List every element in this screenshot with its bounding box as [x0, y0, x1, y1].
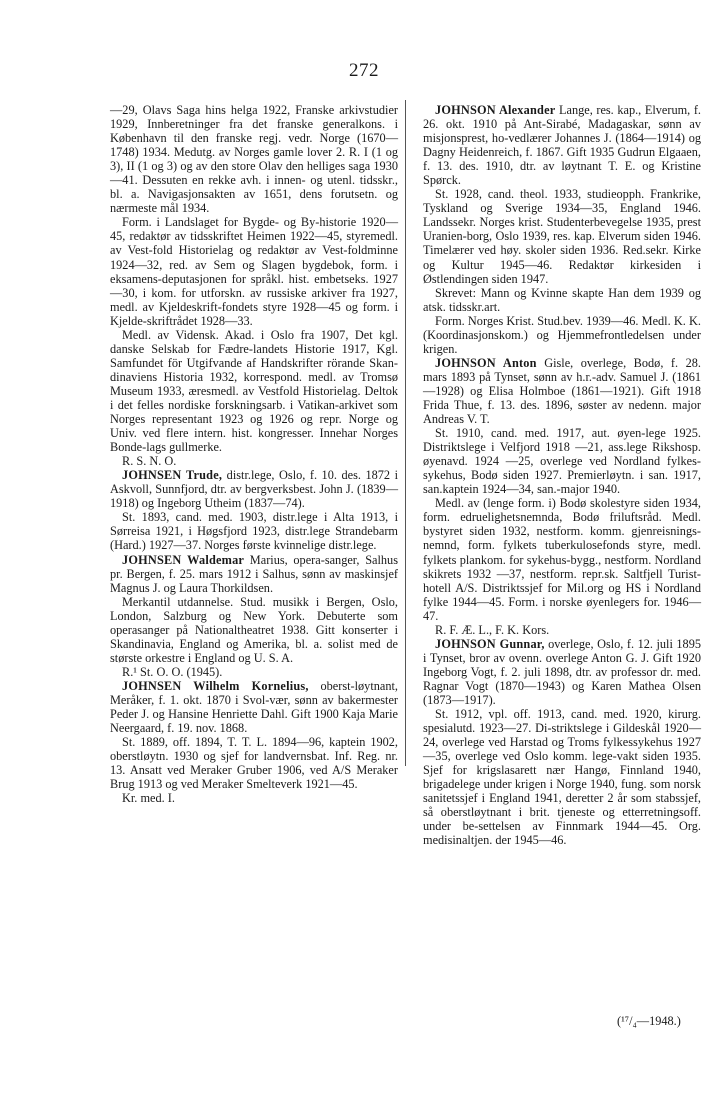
paragraph: [110, 454, 398, 468]
paragraph: [110, 468, 398, 510]
paragraph-text: Medl. av Vidensk. Akad. i Oslo fra 1907, Det kgl. danske Selskab for Fædre-landets Historie 1917, Kgl. Samfundet för Utgifvande af Handskrifter rörande Skan-dinaviens Historia 1932, korrespond. medl. av Tromsø Museum 1933, æresmedl. av Vestfold Historielag. Deltok i det felles nordiske forskningsarb. i Vatikan-arkivet som Norges representant 1923 og 1926 og repr. Norge og Univ. ved flere intern. hist. kongresser. Innehar Norges Bonde-lags gullmerke.: [110, 327, 398, 455]
paragraph: [423, 426, 701, 496]
paragraph: [423, 496, 701, 622]
paragraph-text: St. 1912, vpl. off. 1913, cand. med. 1920, kirurg. spesialutd. 1923—27. Di-striktslege i Gildeskål 1920—24, overlege ved Harstad og Troms fylkessykehus 1927—35, overlege ved Oslo komm. lege-vakt siden 1935. Sjef for krigslasarett nær Hangø, Finnland 1940, brigadelege under krigen i Norge 1940, fung. som norsk sanitetssjef i England 1941, deretter 2 år som stabssjef, så oberstløytnant i brit. tjeneste og etterretningsoff. under be-settelsen av Finnmark 1944—45. Org. medisinaltjen. der 1945—46.: [423, 707, 701, 848]
footer-date: (¹⁷/₄—1948.): [617, 1014, 681, 1028]
paragraph: [423, 314, 701, 356]
paragraph: [110, 665, 398, 679]
paragraph: [110, 735, 398, 791]
paragraph: [423, 103, 701, 187]
paragraph-text: Kr. med. I.: [122, 791, 175, 806]
paragraph-text: Merkantil utdannelse. Stud. musikk i Bergen, Oslo, London, Salzburg og New York. Debuterte som operasanger på Nationaltheatret 1938. Gitt konserter i Skandinavia, England og Amerika, bl. a. solist med de største orkestre i England og U. S. A.: [110, 594, 398, 665]
paragraph-text: —29, Olavs Saga hins helga 1922, Franske arkivstudier 1929, Innberetninger fra det franske generalkons. i København til den franske regj. vedr. Norge (1670—1748) 1934. Medutg. av Norges gamle lover 2. R. I (1 og 3), II (1 og 3) og av den store Olav den helliges saga 1930—41. Dessuten en rekke avh. i innen- og utenl. tidsskr., bl. a. Navigasjonsakten av 1651, dens forutsetn. og nærmeste mål 1934.: [110, 103, 398, 216]
paragraph-text: distr.lege, Oslo, f. 10. des. 1872 i Askvoll, Sunnfjord, dtr. av bergverksbest. John J. (1839—1918) og Ingeborg Utheim (1837—74).: [110, 468, 398, 511]
paragraph-text: Medl. av (lenge form. i) Bodø skolestyre siden 1934, form. edruelighetsnemnda, Bodø friluftsråd. Medl. bystyret siden 1932, nestform. komm. gjenreisnings-nemnd, form. fylkets tuberkulosefonds styre, medl. fylkets plankom. for sykehus-bygg., nestform. Nordland skikrets 1932 —37, nestform. repr.sk. Saltfjell Turist-hotell A/S. Distriktssjef for Mil.org og HS i Nordland fylke 1944—45. Form. i norske øyenlegers for. 1946—47.: [423, 496, 701, 623]
paragraph-text: R. S. N. O.: [122, 454, 177, 469]
paragraph-text: Lange, res. kap., Elverum, f. 26. okt. 1910 på Ant-Sirabé, Madagaskar, sønn av misjonsprest, ho-vedlærer Johannes J. (1864—1914) og Dagny Heidenreich, f. 1867. Gift 1935 Gudrun Elgaaen, f. 13. des. 1910, dtr. av løytnant T. E. og Kristine Spørck.: [423, 103, 701, 188]
paragraph-text: overlege, Oslo, f. 12. juli 1895 i Tynset, bror av ovenn. overlege Anton G. J. Gift 1920 Ingeborg Vogt, f. 2. juli 1898, dtr. av professor dr. med. Ragnar Vogt (1870—1943) og Karen Mathea Olsen (1873—1917).: [423, 636, 702, 707]
entry-name: JOHNSEN Trude,: [122, 468, 223, 483]
entry-name: JOHNSON Anton: [435, 355, 537, 370]
paragraph: [423, 286, 701, 314]
paragraph-text: St. 1910, cand. med. 1917, aut. øyen-lege 1925. Distriktslege i Velfjord 1918 —21, ass.lege Rikshosp. øyenavd. 1924 —25, overlege ved Nordland fylkes-sykehus, Bodø siden 1927. Premierløytn. i san. 1917, san.kaptein 1924—34, san.-major 1940.: [423, 426, 701, 497]
paragraph-text: oberst-løytnant, Meråker, f. 1. okt. 1870 i Svol-vær, sønn av bakermester Peder J. og Hansine Henriette Dahl. Gift 1900 Kaja Marie Neergaard, f. 19. nov. 1868.: [110, 678, 398, 736]
paragraph: [423, 637, 701, 707]
paragraph-text: Gisle, overlege, Bodø, f. 28. mars 1893 på Tynset, sønn av h.r.-adv. Samuel J. (1861—1928) og Elisa Holmboe (1861—1921). Gift 1918 Frida Thue, f. 13. des. 1896, søster av nedenn. major Andreas V. T.: [423, 355, 701, 427]
paragraph-text: Form. i Landslaget for Bygde- og By-historie 1920—45, redaktør av tidsskriftet Heimen 1922—45, styremedl. av Vest-fold Historielag og redaktør av Vest-foldminne 1924—32, red. av Sem og Slagen bygdebok, form. i eksamens-deputasjonen for språkl. hist. embetseks. 1927—30, i kom. for utforskn. av russiske arkiver fra 1927, medl. av Kjeldeskrift-fondets styre 1928—45 og form. i Kjelde-skriftrådet 1928—33.: [110, 215, 398, 328]
paragraph: [110, 510, 398, 552]
paragraph-text: R. F. Æ. L., F. K. Kors.: [435, 622, 550, 637]
paragraph: [423, 623, 701, 637]
paragraph: [423, 187, 701, 285]
left-column: [110, 103, 398, 805]
paragraph: [110, 103, 398, 215]
paragraph-text: Marius, opera-sanger, Salhus pr. Bergen, f. 25. mars 1912 i Salhus, sønn av maskinsjef Magnus J. og Laura Thorkildsen.: [110, 552, 398, 595]
paragraph-text: R.¹ St. O. O. (1945).: [122, 664, 223, 679]
entry-name: JOHNSON Gunnar,: [435, 636, 545, 651]
paragraph: [110, 215, 398, 327]
paragraph: [110, 791, 398, 805]
page-number: 272: [349, 60, 379, 81]
entry-name: JOHNSON Alexander: [435, 103, 556, 117]
paragraph: [110, 553, 398, 595]
paragraph-text: Form. Norges Krist. Stud.bev. 1939—46. Medl. K. K. (Koordinasjonskom.) og Hjemmefrontledelsen under krigen.: [423, 313, 701, 356]
paragraph: [423, 356, 701, 426]
column-divider: [405, 100, 406, 766]
paragraph: [110, 679, 398, 735]
right-column: [423, 103, 701, 847]
entry-name: JOHNSEN Wilhelm Kornelius,: [122, 678, 309, 693]
paragraph-text: St. 1889, off. 1894, T. T. L. 1894—96, kaptein 1902, oberstløytn. 1930 og sjef for landvernsbat. Inf. Reg. nr. 13. Ansatt ved Meraker Gruber 1906, ved A/S Meraker Brug 1913 og ved Meraker Smelteverk 1921—45.: [110, 735, 398, 792]
paragraph-text: Skrevet: Mann og Kvinne skapte Han dem 1939 og atsk. tidsskr.art.: [423, 285, 701, 314]
paragraph: [110, 328, 398, 454]
paragraph-text: St. 1928, cand. theol. 1933, studieopph. Frankrike, Tyskland og Sverige 1934—35, England 1946. Landssekr. Norges krist. Studenterbevegelse 1935, prest Uranien-borg, Oslo 1939, res. kap. Elverum siden 1946. Timelærer ved høy. skoler siden 1936. Red.sekr. Kirke og Kultur 1945—46. Redaktør kirkesiden i Østlendingen siden 1947.: [423, 187, 701, 286]
paragraph: [110, 595, 398, 665]
entry-name: JOHNSEN Waldemar: [122, 552, 245, 567]
paragraph: [423, 707, 701, 847]
paragraph-text: St. 1893, cand. med. 1903, distr.lege i Alta 1913, i Sørreisa 1921, i Høgsfjord 1923, distr.lege Strandebarm (Hard.) 1927—37. Norges første kvinnelige distr.lege.: [110, 510, 398, 553]
